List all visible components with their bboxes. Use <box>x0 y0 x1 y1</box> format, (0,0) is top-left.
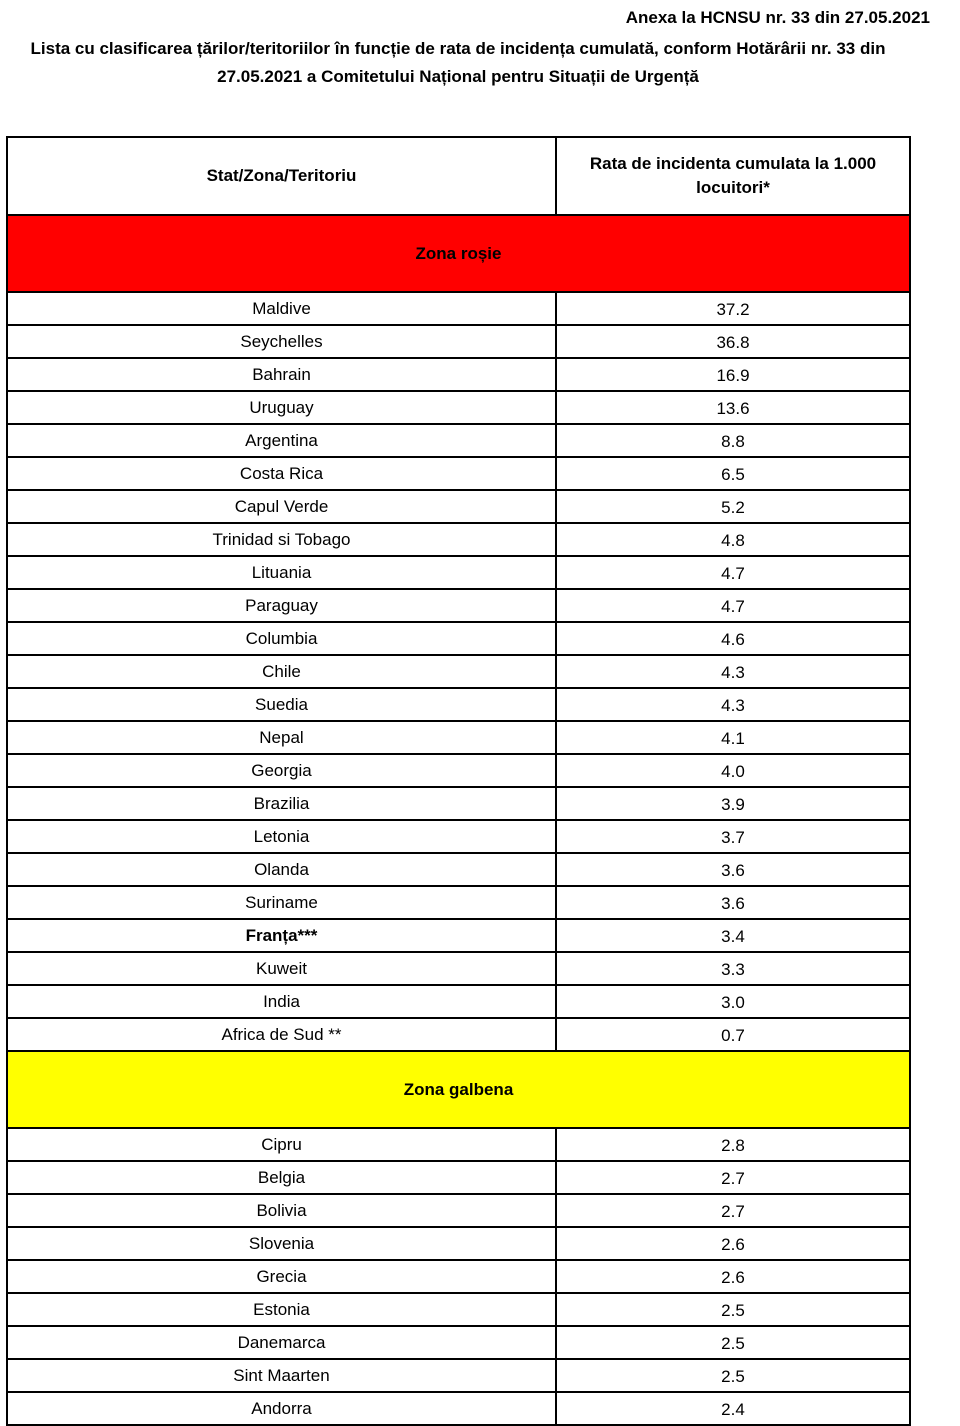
territory-name: Kuweit <box>7 952 556 985</box>
incidence-rate: 2.7 <box>556 1194 910 1227</box>
subtitle-line-2: 27.05.2021 a Comitetului Național pentru Situații de Urgență <box>217 67 699 86</box>
table-row <box>7 1260 910 1293</box>
incidence-rate: 3.9 <box>556 787 910 820</box>
rate-header-line-2: locuitori* <box>696 178 770 197</box>
incidence-rate: 13.6 <box>556 391 910 424</box>
incidence-rate: 3.6 <box>556 886 910 919</box>
incidence-rate: 5.2 <box>556 490 910 523</box>
column-header-territory: Stat/Zona/Teritoriu <box>7 137 556 215</box>
table-row <box>7 358 910 391</box>
incidence-rate: 36.8 <box>556 325 910 358</box>
territory-name: Bahrain <box>7 358 556 391</box>
incidence-rate: 3.3 <box>556 952 910 985</box>
table-row <box>7 688 910 721</box>
territory-name: Letonia <box>7 820 556 853</box>
table-row <box>7 1359 910 1392</box>
territory-name: Columbia <box>7 622 556 655</box>
incidence-rate: 4.0 <box>556 754 910 787</box>
yellow-zone-title: Zona galbena <box>7 1051 910 1128</box>
table-row <box>7 721 910 754</box>
table-row <box>7 1128 910 1161</box>
territory-name: Cipru <box>7 1128 556 1161</box>
table-row <box>7 556 910 589</box>
annex-reference: Anexa la HCNSU nr. 33 din 27.05.2021 <box>625 8 930 27</box>
territory-name: Maldive <box>7 292 556 325</box>
territory-name: Olanda <box>7 853 556 886</box>
incidence-rate: 4.3 <box>556 688 910 721</box>
table-row <box>7 457 910 490</box>
red-zone-rows <box>7 292 910 1051</box>
territory-name: Paraguay <box>7 589 556 622</box>
table-row <box>7 985 910 1018</box>
yellow-zone-header <box>7 1051 910 1128</box>
subtitle-line-1: Lista cu clasificarea țărilor/teritoriilor în funcție de rata de incidența cumulată, conform Hotărârii nr. 33 din <box>30 39 886 58</box>
table-row <box>7 292 910 325</box>
territory-name: Lituania <box>7 556 556 589</box>
incidence-rate: 2.7 <box>556 1161 910 1194</box>
incidence-rate: 4.3 <box>556 655 910 688</box>
territory-name: Costa Rica <box>7 457 556 490</box>
table-row <box>7 1018 910 1051</box>
table-row <box>7 952 910 985</box>
table-row <box>7 655 910 688</box>
territory-name: Argentina <box>7 424 556 457</box>
incidence-rate: 16.9 <box>556 358 910 391</box>
rate-header-line-1: Rata de incidenta cumulata la 1.000 <box>589 154 877 173</box>
yellow-zone-rows <box>7 1128 910 1425</box>
incidence-rate: 0.7 <box>556 1018 910 1051</box>
table-row <box>7 589 910 622</box>
territory-name: Grecia <box>7 1260 556 1293</box>
territory-name: Franța*** <box>7 919 556 952</box>
territory-name: Trinidad si Tobago <box>7 523 556 556</box>
column-header-rate <box>556 137 910 215</box>
territory-name: India <box>7 985 556 1018</box>
table-row <box>7 820 910 853</box>
table-row <box>7 1161 910 1194</box>
incidence-rate: 4.7 <box>556 556 910 589</box>
territory-name: Suriname <box>7 886 556 919</box>
table-row <box>7 391 910 424</box>
red-zone-title: Zona roșie <box>7 215 910 292</box>
incidence-rate: 2.6 <box>556 1260 910 1293</box>
territory-name: Bolivia <box>7 1194 556 1227</box>
incidence-rate: 2.6 <box>556 1227 910 1260</box>
incidence-rate: 8.8 <box>556 424 910 457</box>
incidence-rate: 2.8 <box>556 1128 910 1161</box>
incidence-rate: 3.0 <box>556 985 910 1018</box>
incidence-rate: 4.8 <box>556 523 910 556</box>
table-row <box>7 1392 910 1425</box>
table-row <box>7 424 910 457</box>
incidence-rate: 2.4 <box>556 1392 910 1425</box>
table-row <box>7 1293 910 1326</box>
table-row <box>7 787 910 820</box>
incidence-rate: 6.5 <box>556 457 910 490</box>
table-row <box>7 622 910 655</box>
territory-name: Georgia <box>7 754 556 787</box>
territory-name: Seychelles <box>7 325 556 358</box>
incidence-rate: 2.5 <box>556 1359 910 1392</box>
territory-name: Uruguay <box>7 391 556 424</box>
red-zone-header <box>7 215 910 292</box>
table-row <box>7 523 910 556</box>
table-row <box>7 919 910 952</box>
incidence-rate: 3.7 <box>556 820 910 853</box>
territory-name: Andorra <box>7 1392 556 1425</box>
table-row <box>7 754 910 787</box>
table-row <box>7 1227 910 1260</box>
territory-name: Africa de Sud ** <box>7 1018 556 1051</box>
incidence-rate: 2.5 <box>556 1326 910 1359</box>
territory-name: Slovenia <box>7 1227 556 1260</box>
table-row <box>7 325 910 358</box>
table-header-row <box>7 137 910 215</box>
incidence-rate: 4.1 <box>556 721 910 754</box>
territory-name: Chile <box>7 655 556 688</box>
incidence-rate: 3.4 <box>556 919 910 952</box>
incidence-rate: 2.5 <box>556 1293 910 1326</box>
territory-name: Danemarca <box>7 1326 556 1359</box>
incidence-rate: 3.6 <box>556 853 910 886</box>
territory-name: Estonia <box>7 1293 556 1326</box>
territory-name: Capul Verde <box>7 490 556 523</box>
table-row <box>7 1326 910 1359</box>
territory-name: Belgia <box>7 1161 556 1194</box>
table-row <box>7 490 910 523</box>
territory-name: Nepal <box>7 721 556 754</box>
territory-name: Brazilia <box>7 787 556 820</box>
table-row <box>7 886 910 919</box>
incidence-rate: 37.2 <box>556 292 910 325</box>
incidence-rate: 4.6 <box>556 622 910 655</box>
table-row <box>7 1194 910 1227</box>
incidence-rate: 4.7 <box>556 589 910 622</box>
document-subtitle <box>0 35 916 91</box>
territory-name: Sint Maarten <box>7 1359 556 1392</box>
territory-name: Suedia <box>7 688 556 721</box>
table-row <box>7 853 910 886</box>
incidence-table <box>6 136 911 1426</box>
